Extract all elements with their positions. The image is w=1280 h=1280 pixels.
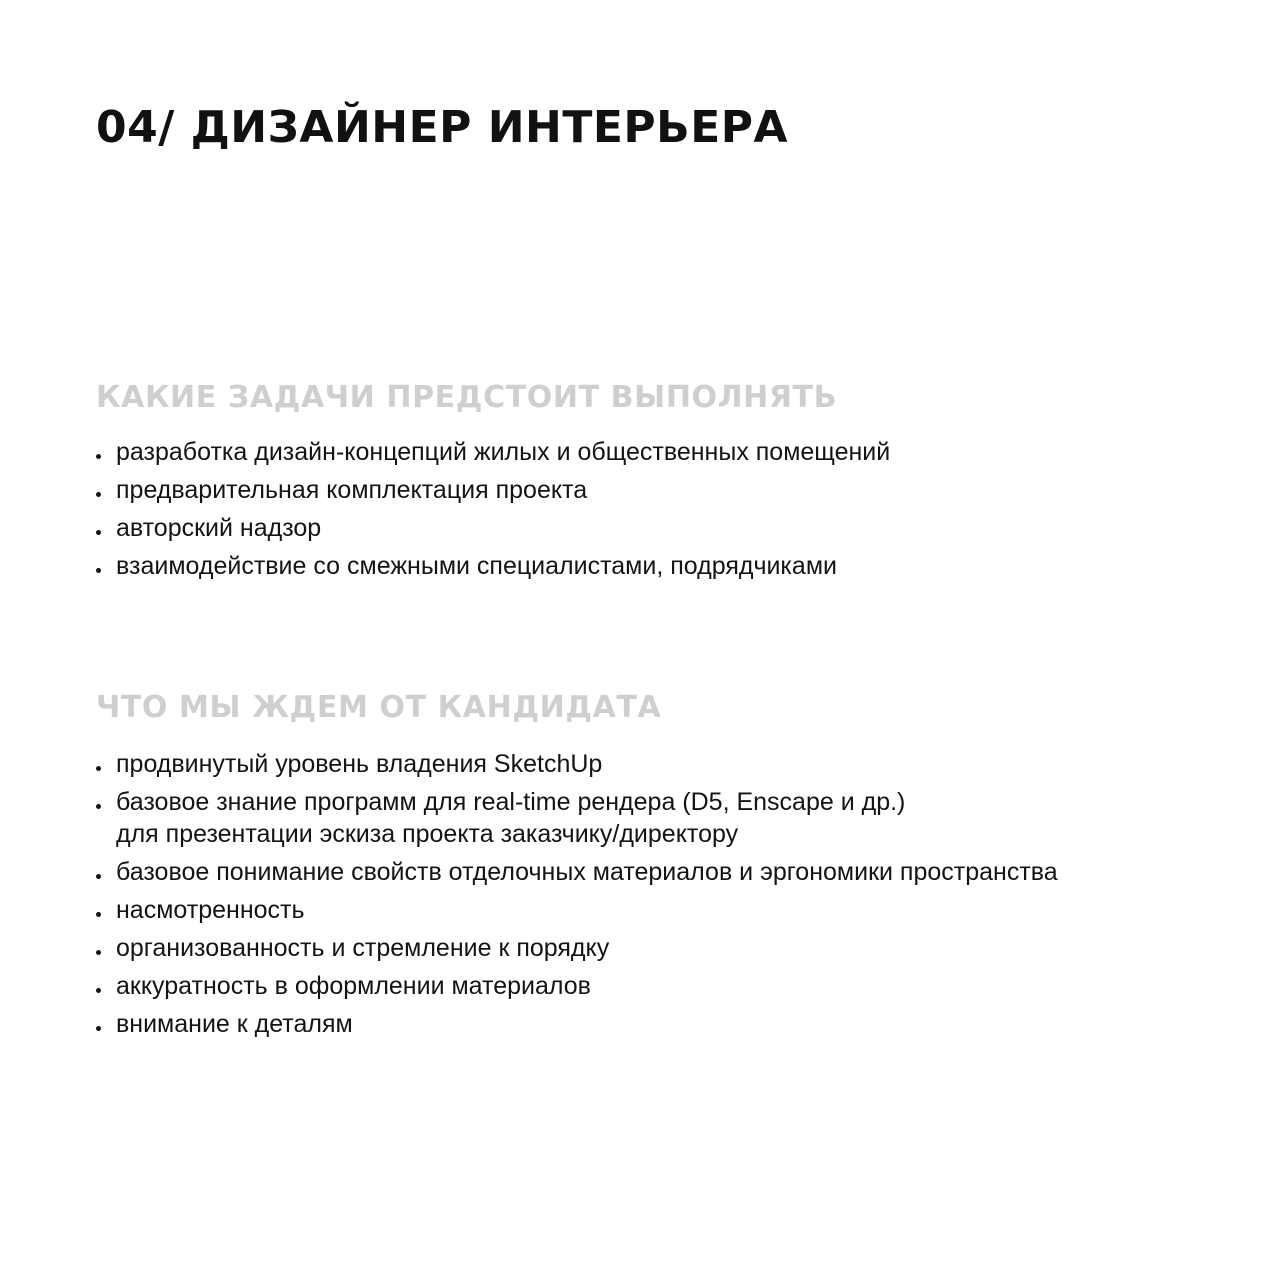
list-item-text: предварительная комплектация проекта [116, 476, 588, 504]
list-item [96, 856, 1216, 888]
list-item [96, 748, 1216, 780]
list-item-text-continuation: для презентации эскиза проекта заказчику/директору [116, 820, 739, 848]
list-item-text: аккуратность в оформлении материалов [116, 972, 591, 1000]
list-item [96, 474, 1216, 506]
bullet-dot-icon [96, 530, 101, 535]
tasks-section [96, 378, 1216, 588]
list-item-text: базовое понимание свойств отделочных материалов и эргономики пространства [116, 858, 1058, 886]
list-item-text: внимание к деталям [116, 1010, 353, 1038]
requirements-heading: ЧТО МЫ ЖДЕМ ОТ КАНДИДАТА [96, 690, 662, 725]
list-item [96, 550, 1216, 582]
list-item [96, 894, 1216, 926]
bullet-dot-icon [96, 950, 101, 955]
bullet-dot-icon [96, 766, 101, 771]
bullet-dot-icon [96, 454, 101, 459]
list-item-text: взаимодействие со смежными специалистами, подрядчиками [116, 552, 837, 580]
bullet-dot-icon [96, 874, 101, 879]
list-item [96, 970, 1216, 1002]
list-item [96, 1008, 1216, 1040]
bullet-dot-icon [96, 568, 101, 573]
tasks-heading: КАКИЕ ЗАДАЧИ ПРЕДСТОИТ ВЫПОЛНЯТЬ [96, 380, 838, 415]
list-item-text: насмотренность [116, 896, 305, 924]
bullet-dot-icon [96, 492, 101, 497]
bullet-dot-icon [96, 1026, 101, 1031]
list-item-text: разработка дизайн-концепций жилых и общественных помещений [116, 438, 891, 466]
tasks-list [96, 436, 1216, 582]
list-item [96, 932, 1216, 964]
list-item [96, 436, 1216, 468]
bullet-dot-icon [96, 804, 101, 809]
list-item [96, 512, 1216, 544]
page-title: 04/ ДИЗАЙНЕР ИНТЕРЬЕРА [96, 102, 789, 153]
requirements-section [96, 688, 1216, 1046]
requirements-list [96, 748, 1216, 1040]
list-item [96, 786, 1216, 850]
list-item-text: базовое знание программ для real-time рендера (D5, Enscape и др.) [116, 788, 906, 816]
list-item-text: продвинутый уровень владения SketchUp [116, 750, 603, 778]
list-item-text: авторский надзор [116, 514, 322, 542]
bullet-dot-icon [96, 988, 101, 993]
bullet-dot-icon [96, 912, 101, 917]
list-item-text: организованность и стремление к порядку [116, 934, 610, 962]
